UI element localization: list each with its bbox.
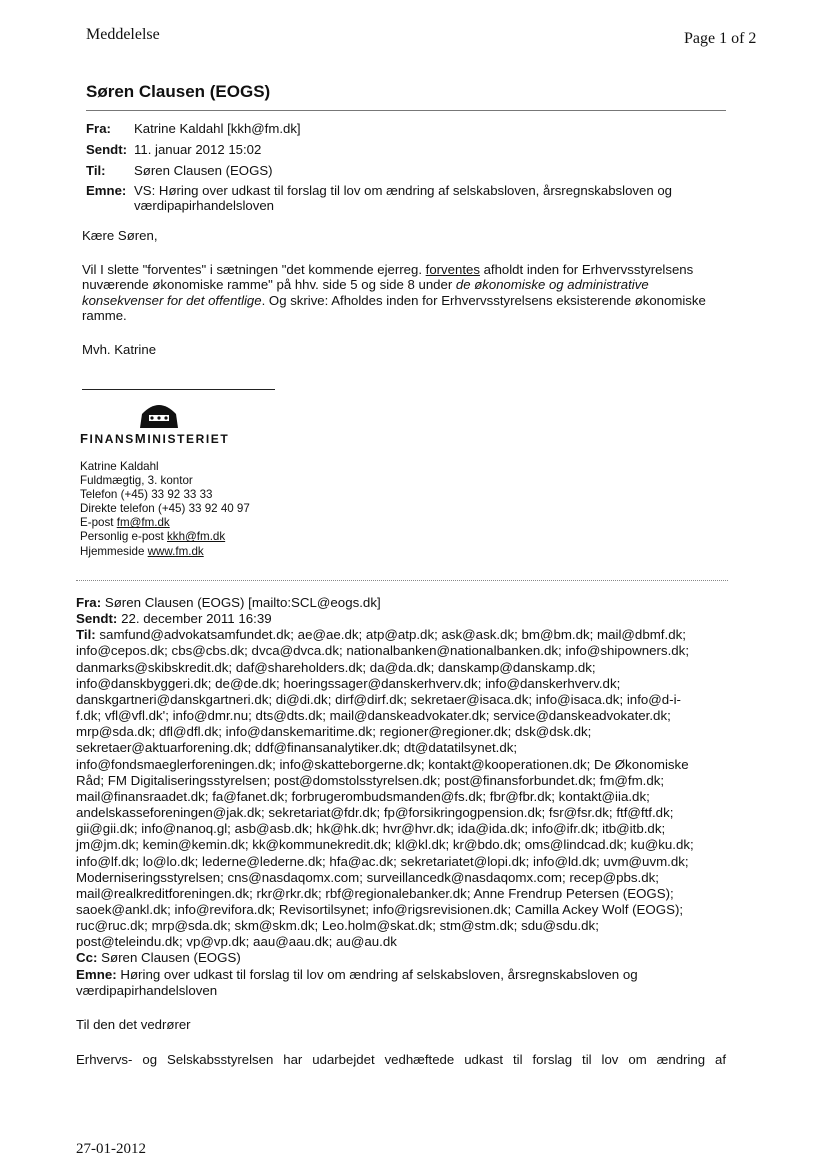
recipient-line: info@danskbyggeri.dk; de@de.dk; hoeringssager@danskerhverv.dk; info@danskerhverv.dk; [76, 675, 621, 691]
recipient-line: mail@realkreditforeningen.dk; rkr@rkr.dk; rbf@regionalebanker.dk; Anne Frendrup Petersen (EOGS); [76, 885, 674, 901]
fwd-subject-value: Høring over udkast til forslag til lov om ændring af selskabsloven, årsregnskabsloven og [116, 966, 638, 982]
contact-name: Katrine Kaldahl [80, 460, 159, 473]
fwd-from-value: Søren Clausen (EOGS) [mailto:SCL@eogs.dk] [101, 595, 381, 610]
recipient-line: ruc@ruc.dk; mrp@sda.dk; skm@skm.dk; Leo.holm@skat.dk; stm@stm.dk; sdu@sdu.dk; [76, 918, 599, 934]
recipient-line: jm@jm.dk; kemin@kemin.dk; kk@kommunekredit.dk; kl@kl.dk; kr@bdo.dk; oms@lindcad.dk; ku@ku.dk; [76, 837, 694, 853]
website-link[interactable]: www.fm.dk [147, 544, 204, 558]
contact-web-row: Hjemmeside www.fm.dk [80, 544, 204, 558]
recipient-line: info@lf.dk; lo@lo.dk; lederne@lederne.dk; hfa@ac.dk; sekretariatet@lopi.dk; info@ld.dk; uvm@uvm.dk; [76, 853, 689, 869]
contact-block [80, 460, 250, 559]
recipient-line: mail@finansraadet.dk; fa@fanet.dk; forbrugerombudsmanden@fs.dk; fbr@fbr.dk; kontakt@iia.dk; [76, 788, 650, 804]
recipient-line: danskgartneri@danskgartneri.dk; di@di.dk; dirf@dirf.dk; sekretaer@isaca.dk; info@isaca.dk; info@d-i- [76, 691, 681, 707]
fwd-sent-value: 22. december 2011 16:39 [117, 611, 272, 627]
recipient-line: info@fondsmaeglerforeningen.dk; info@skatteborgerne.dk; kontakt@kooperationen.dk; De Økonomiske [76, 756, 689, 772]
body-text-e: . Og skrive: Afholdes inden for Erhvervsstyrelsens eksisterende økonomiske ramme. [82, 292, 706, 324]
recipient-line: info@cepos.dk; cbs@cbs.dk; dvca@dvca.dk; nationalbanken@nationalbanken.dk; info@shipowners.dk; [76, 643, 690, 659]
email-header [86, 120, 734, 216]
from-row [86, 120, 734, 138]
body-underlined-word: forventes [425, 261, 480, 277]
crown-logo-icon [134, 400, 184, 430]
body-italic-text: de økonomiske og administrative konsekvenser for det offentlige [82, 277, 649, 308]
header-meddelelse: Meddelelse [86, 26, 160, 43]
email-link[interactable]: fm@fm.dk [116, 516, 170, 530]
subject-value: VS: Høring over udkast til forslag til lov om ændring af selskabsloven, årsregnskabsloven og værdipapirhandelsloven [134, 183, 673, 213]
recipient-line: sekretaer@aktuarforening.dk; ddf@finansanalytiker.dk; dt@datatilsynet.dk; [76, 740, 518, 756]
contact-title: Fuldmægtig, 3. kontor [80, 474, 193, 488]
subject-label: Emne: [86, 183, 127, 198]
fwd-salutation: Til den det vedrører [76, 1016, 191, 1032]
recipient-line: Råd; FM Digitaliseringsstyrelsen; post@domstolsstyrelsen.dk; post@finansforbundet.dk; fm@fm.dk; [76, 772, 665, 788]
fwd-sent-row: Sendt: 22. december 2011 16:39 [76, 611, 272, 627]
body-paragraph [82, 262, 732, 324]
fwd-subject-row: Emne: Høring over udkast til forslag til lov om ændring af selskabsloven, årsregnskabsloven og [76, 966, 638, 982]
recipient-line: danmarks@skibskredit.dk; daf@shareholders.dk; da@da.dk; danskamp@danskamp.dk; [76, 659, 596, 675]
sent-label: Sendt: [86, 142, 128, 157]
recipient-line: post@teleindu.dk; vp@vp.dk; aau@aau.dk; au@au.dk [76, 934, 397, 950]
contact-direct-phone: Direkte telefon (+45) 33 92 40 97 [80, 502, 250, 516]
recipient-line: mrp@sda.dk; dfl@dfl.dk; info@danskemaritime.dk; regioner@regioner.dk; dsk@dsk.dk; [76, 724, 592, 740]
body-text-a: Vil I slette "forventes" i sætningen "det kommende ejerreg. [82, 261, 426, 277]
recipient-line: saoek@ankl.dk; info@revifora.dk; Revisortilsynet; info@rigsrevisionen.dk; Camilla Ackey Wolf (EOGS); [76, 901, 684, 917]
footer-date: 27-01-2012 [76, 1141, 146, 1157]
to-label: Til: [86, 163, 106, 178]
fwd-from-row: Fra: Søren Clausen (EOGS) [mailto:SCL@eogs.dk] [76, 595, 381, 610]
to-row [86, 162, 734, 180]
fwd-to-block [76, 627, 756, 950]
body-text-c: afholdt inden for Erhvervsstyrelsens nuværende økonomiske ramme" på hhv. side 5 og side 8 under [82, 261, 694, 293]
email-body [82, 228, 732, 376]
fwd-cc-row: Cc: Søren Clausen (EOGS) [76, 950, 241, 966]
signoff: Mvh. Katrine [82, 341, 157, 357]
forward-divider [76, 580, 728, 581]
contact-phone: Telefon (+45) 33 92 33 33 [80, 488, 213, 502]
ministry-logo-text: FINANSMINISTERIET [80, 431, 230, 446]
fwd-cc-value: Søren Clausen (EOGS) [97, 950, 241, 966]
fwd-body-text: Erhvervs- og Selskabsstyrelsen har udarbejdet vedhæftede udkast til forslag til lov om ændring af [76, 1052, 726, 1068]
subject-row [86, 183, 734, 213]
sent-value: 11. januar 2012 15:02 [134, 142, 262, 157]
greeting: Kære Søren, [82, 228, 158, 243]
contact-email-row: E-post fm@fm.dk [80, 516, 170, 530]
recipient-line: Moderniseringsstyrelsen; cns@nasdaqomx.com; surveillancedk@nasdaqomx.com; recep@pbs.dk; [76, 869, 659, 885]
recipient-line: samfund@advokatsamfundet.dk; ae@ae.dk; atp@atp.dk; ask@ask.dk; bm@bm.dk; mail@dbmf.dk; [95, 627, 686, 643]
sender-title: Søren Clausen (EOGS) [86, 82, 271, 101]
sent-row [86, 141, 734, 159]
recipient-line: andelskasseforeningen@jak.dk; sekretariat@fdr.dk; fp@forsikringogpension.dk; fsr@fsr.dk; ftf@ftf.dk; [76, 805, 674, 821]
recipient-line: gii@gii.dk; info@nanoq.gl; asb@asb.dk; hk@hk.dk; hvr@hvr.dk; ida@ida.dk; info@ifr.dk; itb@itb.dk; [76, 821, 666, 837]
fwd-to-label: Til: [76, 627, 96, 643]
forwarded-message [76, 595, 756, 1068]
from-label: Fra: [86, 121, 111, 136]
recipient-line: f.dk; vfl@vfl.dk'; info@dmr.nu; dts@dts.dk; mail@danskeadvokater.dk; service@danskeadvokater.dk; [76, 708, 671, 724]
contact-personal-row: Personlig e-post kkh@fm.dk [80, 530, 226, 544]
fwd-subject-cont: værdipapirhandelsloven [76, 982, 218, 998]
title-divider [86, 110, 726, 111]
signature-divider [82, 389, 275, 390]
personal-email-link[interactable]: kkh@fm.dk [167, 530, 226, 544]
to-value: Søren Clausen (EOGS) [134, 163, 273, 178]
page-number: Page 1 of 2 [684, 30, 757, 47]
from-value: Katrine Kaldahl [kkh@fm.dk] [134, 121, 301, 136]
